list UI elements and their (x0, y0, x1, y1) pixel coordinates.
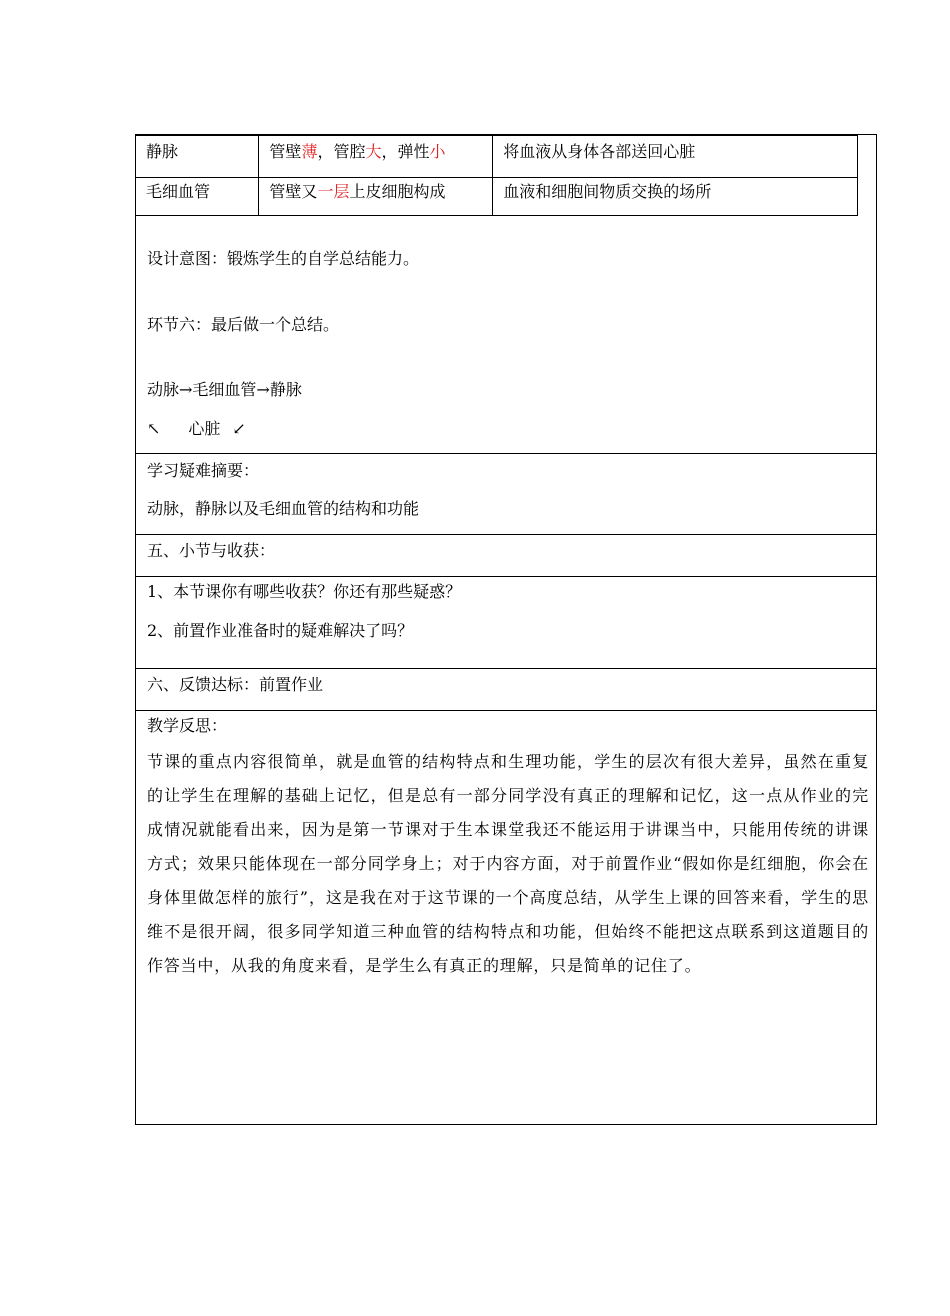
vessel-function: 将血液从身体各部送回心脏 (493, 136, 858, 178)
circulation-heart-line (147, 419, 246, 439)
divider (136, 576, 876, 577)
section5-question-2: 2、前置作业准备时的疑难解决了吗？ (147, 621, 414, 640)
vessel-name: 静脉 (136, 136, 259, 178)
divider (136, 534, 876, 535)
table-row (136, 178, 858, 216)
section5-title: 五、小节与收获： (147, 541, 276, 560)
vessel-function: 血液和细胞间物质交换的场所 (493, 178, 858, 216)
step-six: 环节六：最后做一个总结。 (147, 315, 340, 334)
difficulty-title: 学习疑难摘要： (147, 461, 260, 480)
circulation-flow: 动脉→毛细血管→静脉 (147, 380, 302, 399)
section6-title: 六、反馈达标：前置作业 (147, 675, 324, 694)
arrow-up-left-icon: ↖ (147, 419, 161, 438)
reflection-title: 教学反思： (147, 716, 228, 735)
arrow-down-left-icon: ↙ (232, 419, 246, 438)
divider (136, 710, 876, 711)
divider (136, 668, 876, 669)
vessel-structure: 管壁薄，管腔大，弹性小 (259, 136, 493, 178)
design-intent: 设计意图：锻炼学生的自学总结能力。 (147, 249, 420, 268)
section5-question-1: 1、本节课你有哪些收获？你还有那些疑惑？ (147, 582, 462, 601)
vessel-name: 毛细血管 (136, 178, 259, 216)
reflection-text: 节课的重点内容很简单，就是血管的结构特点和生理功能，学生的层次有很大差异，虽然在重复的让学生在理解的基础上记忆，但是总有一部分同学没有真正的理解和记忆，这一点从作业的完成情况就能看出来，因为是第一节课对于生本课堂我还不能运用于讲课当中，只能用传统的讲课方式；效果只能体现在一部分同学身上；对于内容方面，对于前置作业“假如你是红细胞，你会在身体里做怎样的旅行”，这是我在对于这节课的一个高度总结，从学生上课的回答来看，学生的思维不是很开阔，很多同学知道三种血管的结构特点和功能，但始终不能把这点联系到这道题目的作答当中，从我的角度来看，是学生么有真正的理解，只是简单的记住了。 (147, 752, 869, 975)
vessel-structure: 管壁又一层上皮细胞构成 (259, 178, 493, 216)
lesson-plan-table (135, 134, 877, 1125)
heart-label: 心脏 (188, 419, 221, 438)
vessel-comparison-table (136, 135, 858, 216)
table-row (136, 136, 858, 178)
difficulty-content: 动脉，静脉以及毛细血管的结构和功能 (147, 499, 420, 518)
divider (136, 453, 876, 454)
